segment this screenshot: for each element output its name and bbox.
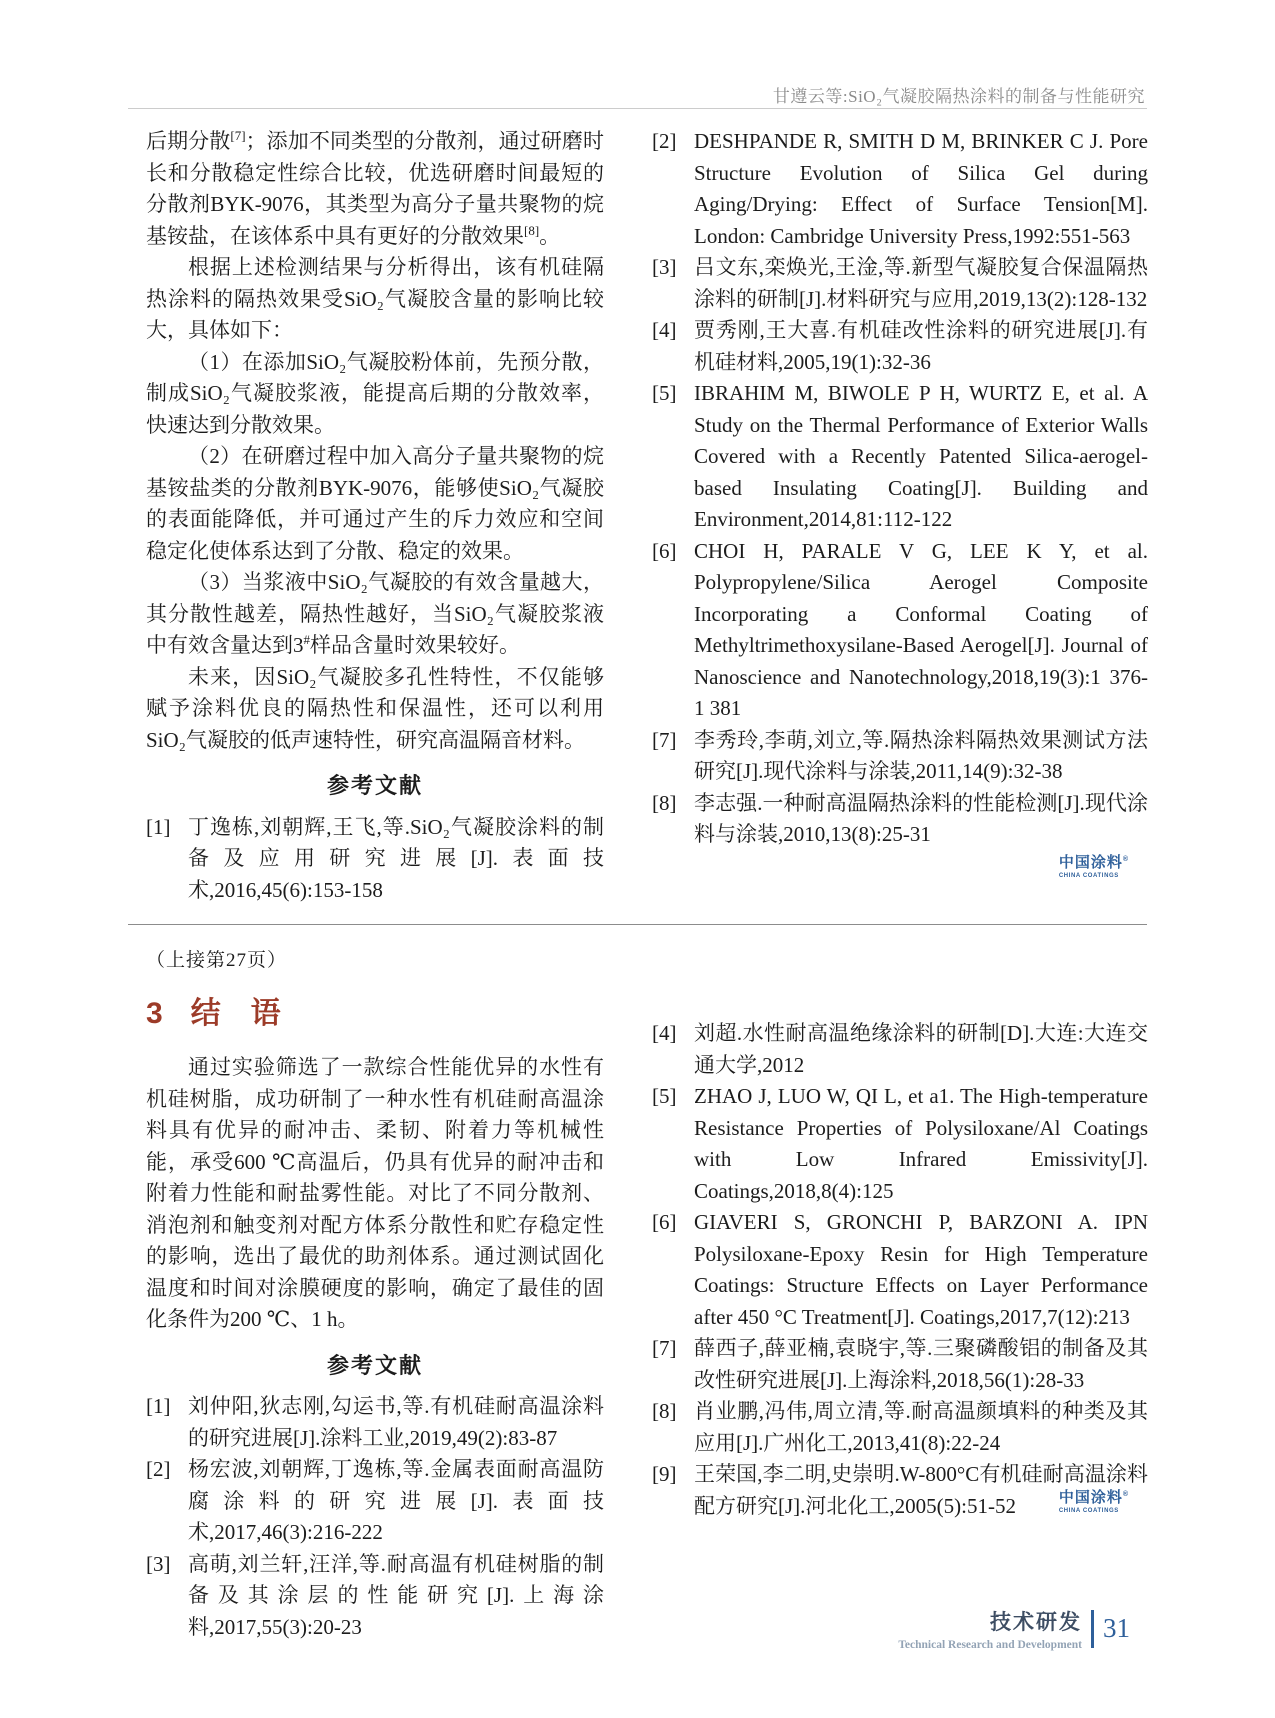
paragraph	[146, 126, 604, 252]
logo-en-text: CHINA COATINGS	[1058, 873, 1119, 879]
reference-text: 薛西子,薛亚楠,袁晓宇,等.三聚磷酸铝的制备及其改性研究进展[J].上海涂料,2018,56(1):28-33	[694, 1336, 1148, 1392]
reference-marker: [7]	[652, 727, 677, 752]
reference-marker: [8]	[652, 1399, 677, 1423]
reference-item	[652, 1333, 1148, 1396]
reference-marker: [7]	[652, 1336, 677, 1360]
paragraph-text: 后期分散	[146, 129, 231, 153]
continuation-note: （上接第27页）	[146, 950, 288, 971]
paragraph: 通过实验筛选了一款综合性能优异的水性有机硅树脂，成功研制了一种水性有机硅耐高温涂料具有优异的耐冲击、柔韧、附着力等机械性能，承受600 ℃高温后，仍具有优异的耐冲击和附着力性能和耐盐雾性能。对比了不同分散剂、消泡剂和触变剂对配方体系分散性和贮存稳定性的影响，选出了最优的助剂体系。通过测试固化温度和时间对涂膜硬度的影响，确定了最佳的固化条件为200 ℃、1 h。	[146, 1055, 604, 1331]
citation-superscript: [8]	[524, 222, 540, 238]
china-coatings-logo	[1059, 855, 1129, 879]
reference-item	[652, 536, 1148, 725]
top-left-column	[146, 126, 604, 906]
reference-text: 肖业鹏,冯伟,周立清,等.耐高温颜填料的种类及其应用[J].广州化工,2013,41(8):22-24	[694, 1399, 1148, 1455]
reference-marker: [1]	[146, 814, 171, 839]
reference-marker: [6]	[652, 538, 677, 563]
paragraph-text: 。	[539, 223, 561, 248]
registered-mark: ®	[1122, 1491, 1129, 1498]
reference-marker: [4]	[652, 1021, 677, 1045]
logo-en-text: CHINA COATINGS	[1058, 1508, 1119, 1514]
reference-text: 刘超.水性耐高温绝缘涂料的研制[D].大连:大连交通大学,2012	[694, 1021, 1148, 1077]
reference-marker: [2]	[146, 1457, 171, 1481]
footer-zh-label: 技术研发	[990, 1611, 1082, 1634]
registered-mark: ®	[1122, 856, 1129, 863]
reference-marker: [5]	[652, 1084, 677, 1108]
footer-en-label: Technical Research and Development	[898, 1639, 1082, 1651]
bottom-left-column	[146, 992, 604, 1643]
bottom-right-column	[652, 1018, 1148, 1522]
reference-text: IBRAHIM M, BIWOLE P H, WURTZ E, et al. A Study on the Thermal Performance of Exterior Walls Covered with a Recently Patented Silica-aerogel-based Insulating Coating[J]. Building and Environment,2014,81:112-122	[694, 381, 1148, 531]
footer-divider-bar	[1091, 1610, 1094, 1648]
paragraph	[146, 567, 604, 662]
page-footer	[898, 1606, 1130, 1651]
paragraph-text: （3）当浆液中SiO₂气凝胶的有效含量越大，其分散性越差，隔热性越好，当SiO₂气凝胶浆液中有效含量达到3	[146, 570, 604, 657]
paragraph: 根据上述检测结果与分析得出，该有机硅隔热涂料的隔热效果受SiO₂气凝胶含量的影响比较大，具体如下：	[146, 255, 604, 342]
reference-marker: [3]	[652, 255, 677, 279]
reference-item	[652, 252, 1148, 315]
section-heading	[146, 996, 604, 1032]
reference-text: 杨宏波,刘朝辉,丁逸栋,等.金属表面耐高温防腐涂料的研究进展[J].表面技术,2017,46(3):216-222	[188, 1457, 604, 1544]
section-number: 3	[146, 997, 163, 1030]
reference-marker: [6]	[652, 1210, 677, 1234]
reference-text: GIAVERI S, GRONCHI P, BARZONI A. IPN Polysiloxane-Epoxy Resin for High Temperature Coatings: Structure Effects on Layer Performance after 450 °C Treatment[J]. Coatings,2017,7(12):213	[694, 1210, 1148, 1329]
reference-text: 李秀玲,李萌,刘立,等.隔热涂料隔热效果测试方法研究[J].现代涂料与涂装,2011,14(9):32-38	[694, 727, 1148, 783]
reference-item	[652, 1207, 1148, 1333]
reference-item	[146, 1549, 604, 1644]
reference-item	[652, 788, 1148, 851]
paragraph-text: ；添加不同类型的分散剂，通过研磨时长和分散稳定性综合比较，优选研磨时间最短的分散剂BYK-9076，其类型为高分子量共聚物的烷基铵盐，在该体系中具有更好的分散效果	[146, 129, 605, 248]
reference-marker: [8]	[652, 790, 677, 815]
reference-item	[146, 812, 604, 907]
reference-item	[652, 725, 1148, 788]
section-divider	[128, 924, 1147, 925]
reference-item	[652, 1018, 1148, 1081]
reference-text: DESHPANDE R, SMITH D M, BRINKER C J. Pore Structure Evolution of Silica Gel during Aging/Drying: Effect of Surface Tension[M]. London: Cambridge University Press,1992:551-563	[694, 129, 1148, 248]
paragraph: 未来，因SiO₂气凝胶多孔性特性，不仅能够赋予涂料优良的隔热性和保温性，还可以利用SiO₂气凝胶的低声速特性，研究高温隔音材料。	[146, 664, 604, 752]
section-title: 结 语	[190, 997, 281, 1030]
reference-marker: [9]	[652, 1462, 677, 1486]
reference-text: CHOI H, PARALE V G, LEE K Y, et al. Polypropylene/Silica Aerogel Composite Incorporating a Conformal Coating of Methyltrimethoxysilane-Based Aerogel[J]. Journal of Nanoscience and Nanotechnology,2018,19(3):1 376-1 381	[694, 538, 1148, 720]
paragraph: （1）在添加SiO₂气凝胶粉体前，先预分散，制成SiO₂气凝胶浆液，能提高后期的分散效率，快速达到分散效果。	[146, 349, 604, 437]
reference-marker: [1]	[146, 1394, 171, 1418]
citation-superscript: [7]	[230, 128, 246, 143]
running-title: 甘遵云等:SiO₂气凝胶隔热涂料的制备与性能研究	[772, 87, 1145, 106]
reference-text: 刘仲阳,狄志刚,勾运书,等.有机硅耐高温涂料的研究进展[J].涂料工业,2019,49(2):83-87	[188, 1394, 604, 1450]
reference-marker: [5]	[652, 381, 677, 405]
top-right-column	[652, 126, 1148, 851]
reference-item	[652, 315, 1148, 378]
reference-text: ZHAO J, LUO W, QI L, et a1. The High-temperature Resistance Properties of Polysiloxane/Al Coatings with Low Infrared Emissivity[J]. Coatings,2018,8(4):125	[694, 1084, 1148, 1203]
logo-zh-text: 中国涂料®	[1058, 854, 1129, 871]
references-heading: 参考文献	[326, 773, 423, 798]
footer-section-label	[898, 1606, 1082, 1651]
page-number: 31	[1103, 1613, 1130, 1643]
reference-marker: [4]	[652, 318, 677, 342]
reference-item	[146, 1391, 604, 1454]
reference-text: 王荣国,李二明,史崇明.W-800°C有机硅耐高温涂料配方研究[J].河北化工,2005(5):51-52	[694, 1462, 1148, 1518]
logo-zh-text: 中国涂料®	[1058, 1489, 1129, 1506]
reference-marker: [3]	[146, 1551, 171, 1576]
paragraph-text: 样品含量时效果较好。	[310, 633, 520, 657]
header-rule	[128, 108, 1147, 109]
sample-superscript: #	[303, 632, 310, 647]
china-coatings-logo	[1059, 1490, 1129, 1514]
reference-item	[652, 1396, 1148, 1459]
reference-item	[652, 1081, 1148, 1207]
reference-text: 李志强.一种耐高温隔热涂料的性能检测[J].现代涂料与涂装,2010,13(8):25-31	[694, 790, 1148, 846]
reference-marker: [2]	[652, 129, 677, 153]
reference-item	[652, 378, 1148, 536]
reference-item	[652, 126, 1148, 252]
reference-text: 高萌,刘兰轩,汪洋,等.耐高温有机硅树脂的制备及其涂层的性能研究[J].上海涂料,2017,55(3):20-23	[188, 1551, 604, 1639]
reference-text: 丁逸栋,刘朝辉,王飞,等.SiO₂气凝胶涂料的制备及应用研究进展[J].表面技术,2016,45(6):153-158	[188, 814, 604, 902]
references-heading: 参考文献	[326, 1352, 423, 1378]
paragraph: （2）在研磨过程中加入高分子量共聚物的烷基铵盐类的分散剂BYK-9076，能够使SiO₂气凝胶的表面能降低，并可通过产生的斥力效应和空间稳定化使体系达到了分散、稳定的效果。	[146, 444, 604, 563]
reference-text: 吕文东,栾焕光,王淦,等.新型气凝胶复合保温隔热涂料的研制[J].材料研究与应用,2019,13(2):128-132	[694, 255, 1148, 311]
reference-text: 贾秀刚,王大喜.有机硅改性涂料的研究进展[J].有机硅材料,2005,19(1):32-36	[694, 318, 1148, 374]
reference-item	[146, 1454, 604, 1549]
